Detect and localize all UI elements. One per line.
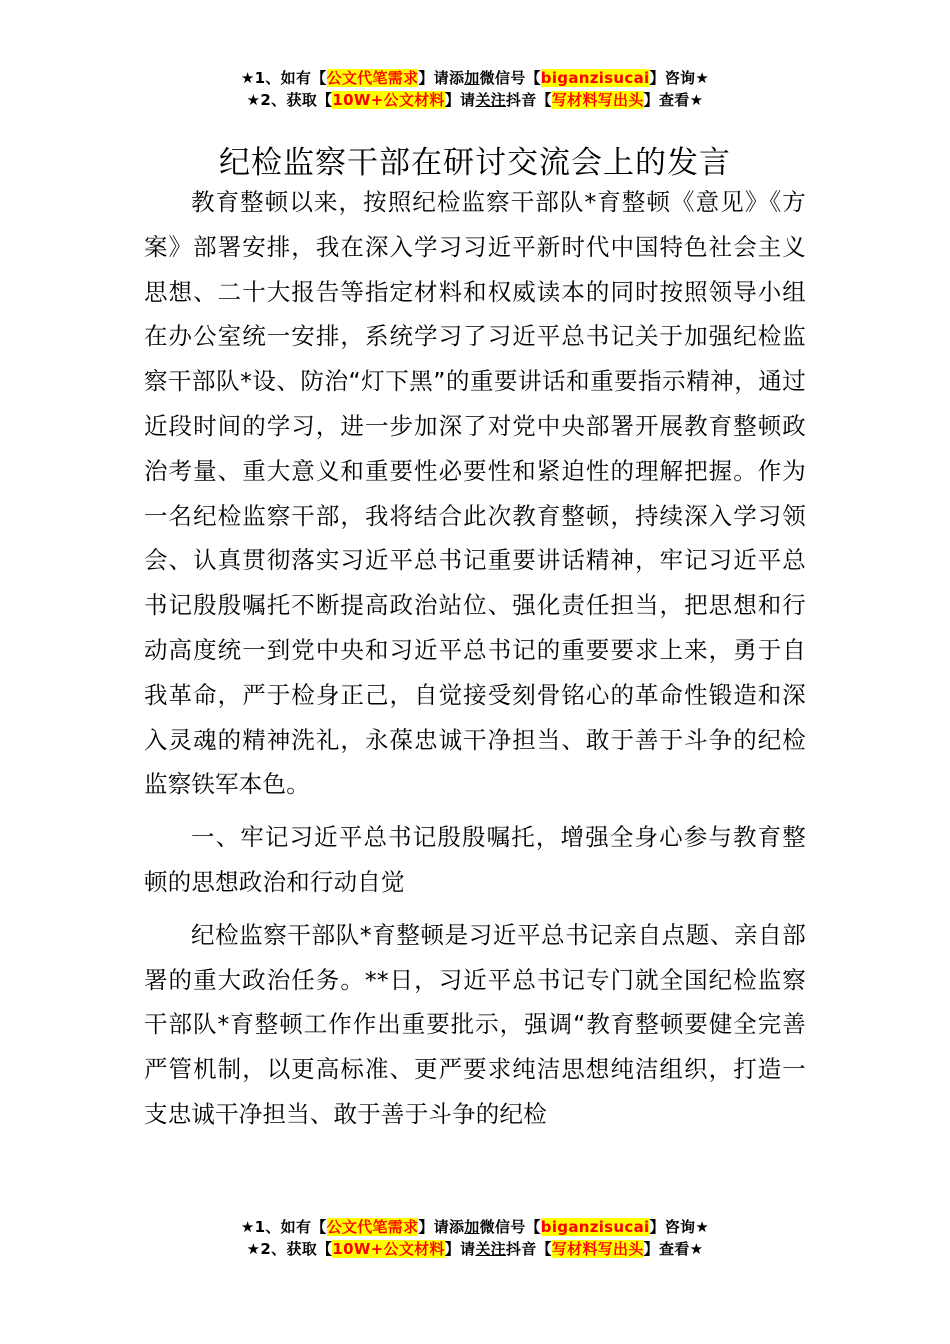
promo-text: ★1、如有【 (240, 1218, 327, 1236)
promo-text: 】查看★ (643, 91, 704, 109)
promo-text: ★2、获取【 (246, 1240, 333, 1258)
promo-text: 】咨询★ (649, 69, 710, 87)
promo-highlight: 写材料写出头 (551, 91, 644, 109)
promo-highlight: biganzisucai (540, 69, 650, 87)
promo-text: 】咨询★ (649, 1218, 710, 1236)
document-body (144, 180, 806, 1145)
promo-text: 】请 (444, 91, 476, 109)
promo-text: ★2、获取【 (246, 91, 333, 109)
promo-text: 】查看★ (643, 1240, 704, 1258)
promo-text: 】请添 (418, 1218, 465, 1236)
promo-highlight: 10W+公文材料 (332, 91, 445, 109)
promo-text: 】请添 (418, 69, 465, 87)
promo-underlined-text: 加 (464, 69, 480, 87)
promo-highlight: biganzisucai (540, 1218, 650, 1236)
promo-underlined-text: 关注 (475, 91, 506, 109)
promo-banner-top (0, 67, 950, 111)
promo-underlined-text: 加 (464, 1218, 480, 1236)
paragraph-section-1: 纪检监察干部队*育整顿是习近平总书记亲自点题、亲自部署的重大政治任务。**日，习近平总书记专门就全国纪检监察干部队*育整顿工作作出重要批示，强调“教育整顿要健全完善严管机制，以更高标准、更严要求纯洁思想纯洁组织，打造一支忠诚干净担当、敢于善于斗争的纪检 (144, 920, 806, 1128)
promo-highlight: 公文代笔需求 (326, 69, 419, 87)
promo-text: 】请 (444, 1240, 476, 1258)
document-title: 纪检监察干部在研讨交流会上的发言 (219, 144, 731, 181)
promo-underlined-text: 关注 (475, 1240, 506, 1258)
promo-line-2 (0, 89, 950, 111)
promo-line-2 (0, 1238, 950, 1260)
promo-highlight: 公文代笔需求 (326, 1218, 419, 1236)
promo-text: 抖音【 (505, 91, 552, 109)
promo-text: 微信号【 (479, 69, 541, 87)
promo-highlight: 10W+公文材料 (332, 1240, 445, 1258)
paragraph-intro: 教育整顿以来，按照纪检监察干部队*育整顿《意见》《方案》部署安排，我在深入学习习近平新时代中国特色社会主义思想、二十大报告等指定材料和权威读本的同时按照领导小组在办公室统一安排，系统学习了习近平总书记关于加强纪检监察干部队*设、防治“灯下黑”的重要讲话和重要指示精神，通过近段时间的学习，进一步加深了对党中央部署开展教育整顿政治考量、重大意义和重要性必要性和紧迫性的理解把握。作为一名纪检监察干部，我将结合此次教育整顿，持续深入学习领会、认真贯彻落实习近平总书记重要讲话精神，牢记习近平总书记殷殷嘱托不断提高政治站位、强化责任担当，把思想和行动高度统一到党中央和习近平总书记的重要要求上来，勇于自我革命，严于检身正己，自觉接受刻骨铭心的革命性锻造和深入灵魂的精神洗礼，永葆忠诚干净担当、敢于善于斗争的纪检监察铁军本色。 (144, 188, 806, 799)
section-heading-1: 一、牢记习近平总书记殷殷嘱托，增强全身心参与教育整顿的思想政治和行动自觉 (144, 823, 806, 896)
promo-text: ★1、如有【 (240, 69, 327, 87)
promo-line-1 (0, 67, 950, 89)
promo-banner-bottom (0, 1216, 950, 1260)
promo-highlight: 写材料写出头 (551, 1240, 644, 1258)
promo-line-1 (0, 1216, 950, 1238)
promo-text: 抖音【 (505, 1240, 552, 1258)
promo-text: 微信号【 (479, 1218, 541, 1236)
